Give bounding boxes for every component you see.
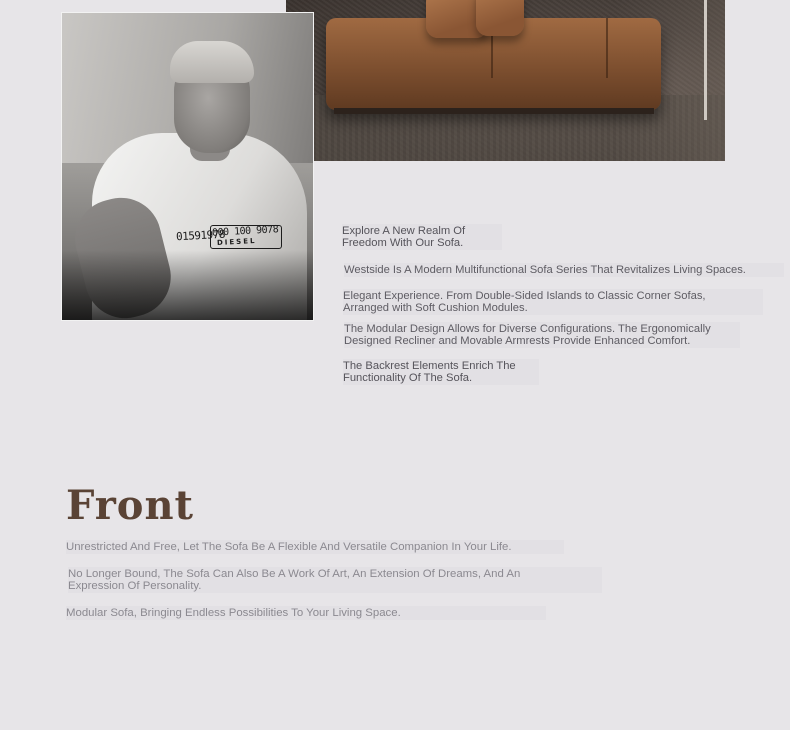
section-heading-front: Front [66, 482, 195, 529]
tshirt-print-brand: DIESEL [216, 236, 257, 248]
front-paragraph-2: No Longer Bound, The Sofa Can Also Be A Work Of Art, An Extension Of Dreams, And An Expression Of Personality. [68, 567, 602, 593]
intro-paragraph-1: Westside Is A Modern Multifunctional Sofa Series That Revitalizes Living Spaces. [344, 263, 784, 277]
intro-paragraph-2: Elegant Experience. From Double-Sided Islands to Classic Corner Sofas, Arranged with Soft Cushion Modules. [343, 289, 763, 315]
sofa-photo [286, 0, 725, 161]
intro-paragraph-3: The Modular Design Allows for Diverse Configurations. The Ergonomically Designed Recliner and Movable Armrests Provide Enhanced Comfort. [344, 322, 740, 348]
front-paragraph-3: Modular Sofa, Bringing Endless Possibilities To Your Living Space. [66, 606, 546, 620]
floor-lamp [704, 0, 707, 120]
intro-paragraph-4: The Backrest Elements Enrich The Functionality Of The Sofa. [343, 359, 539, 385]
tshirt-print-box-number: 000 100 9078 [211, 224, 279, 239]
intro-tagline: Explore A New Realm Of Freedom With Our Sofa. [342, 224, 502, 250]
tshirt-print-number: 01591978 [175, 227, 226, 244]
portrait-photo [61, 12, 314, 321]
sofa-cushion [476, 0, 524, 36]
front-paragraph-1: Unrestricted And Free, Let The Sofa Be A Flexible And Versatile Companion In Your Life. [66, 540, 564, 554]
